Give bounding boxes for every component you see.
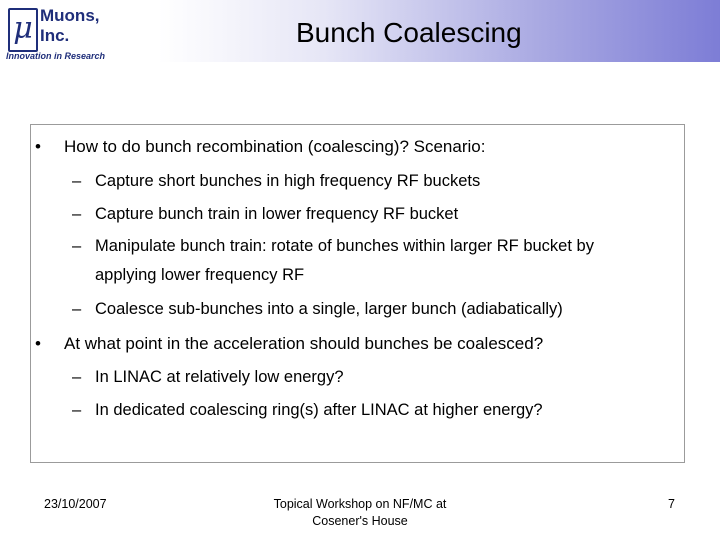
mu-logo-icon: μ (8, 8, 38, 52)
dash-marker: – (72, 401, 82, 419)
logo-line2: Inc. (40, 26, 70, 45)
footer-event-line1: Topical Workshop on NF/MC at (273, 497, 447, 511)
dash-marker: – (72, 205, 82, 223)
sub-bullet-1-2: Capture bunch train in lower frequency RF bucket (95, 205, 459, 223)
sub-bullet-2-1: In LINAC at relatively low energy? (95, 368, 344, 386)
sub-bullet-2-2: In dedicated coalescing ring(s) after LINAC at higher energy? (95, 401, 543, 419)
bullet-marker: • (35, 137, 41, 156)
slide-title: Bunch Coalescing (296, 17, 522, 48)
dash-marker: – (72, 368, 82, 386)
dash-marker: – (72, 172, 82, 190)
logo-tagline: Innovation in Research (6, 51, 106, 61)
sub-bullet-1-4: Coalesce sub-bunches into a single, larger bunch (adiabatically) (95, 300, 563, 318)
bullet-1-text: How to do bunch recombination (coalescing)? Scenario: (64, 137, 486, 156)
bullet-2-text: At what point in the acceleration should bunches be coalesced? (64, 334, 544, 353)
logo-line1: Muons, (40, 6, 100, 25)
footer-date: 23/10/2007 (44, 497, 107, 511)
sub-bullet-1-3-cont: applying lower frequency RF (95, 266, 305, 284)
sub-bullet-1-1: Capture short bunches in high frequency RF buckets (95, 172, 481, 190)
sub-bullet-1-3: Manipulate bunch train: rotate of bunches within larger RF bucket by (95, 237, 594, 255)
page-number: 7 (668, 497, 675, 511)
footer-event-line2: Cosener's House (312, 514, 408, 528)
dash-marker: – (72, 237, 82, 255)
dash-marker: – (72, 300, 82, 318)
company-logo (4, 4, 134, 62)
bullet-marker: • (35, 334, 41, 353)
